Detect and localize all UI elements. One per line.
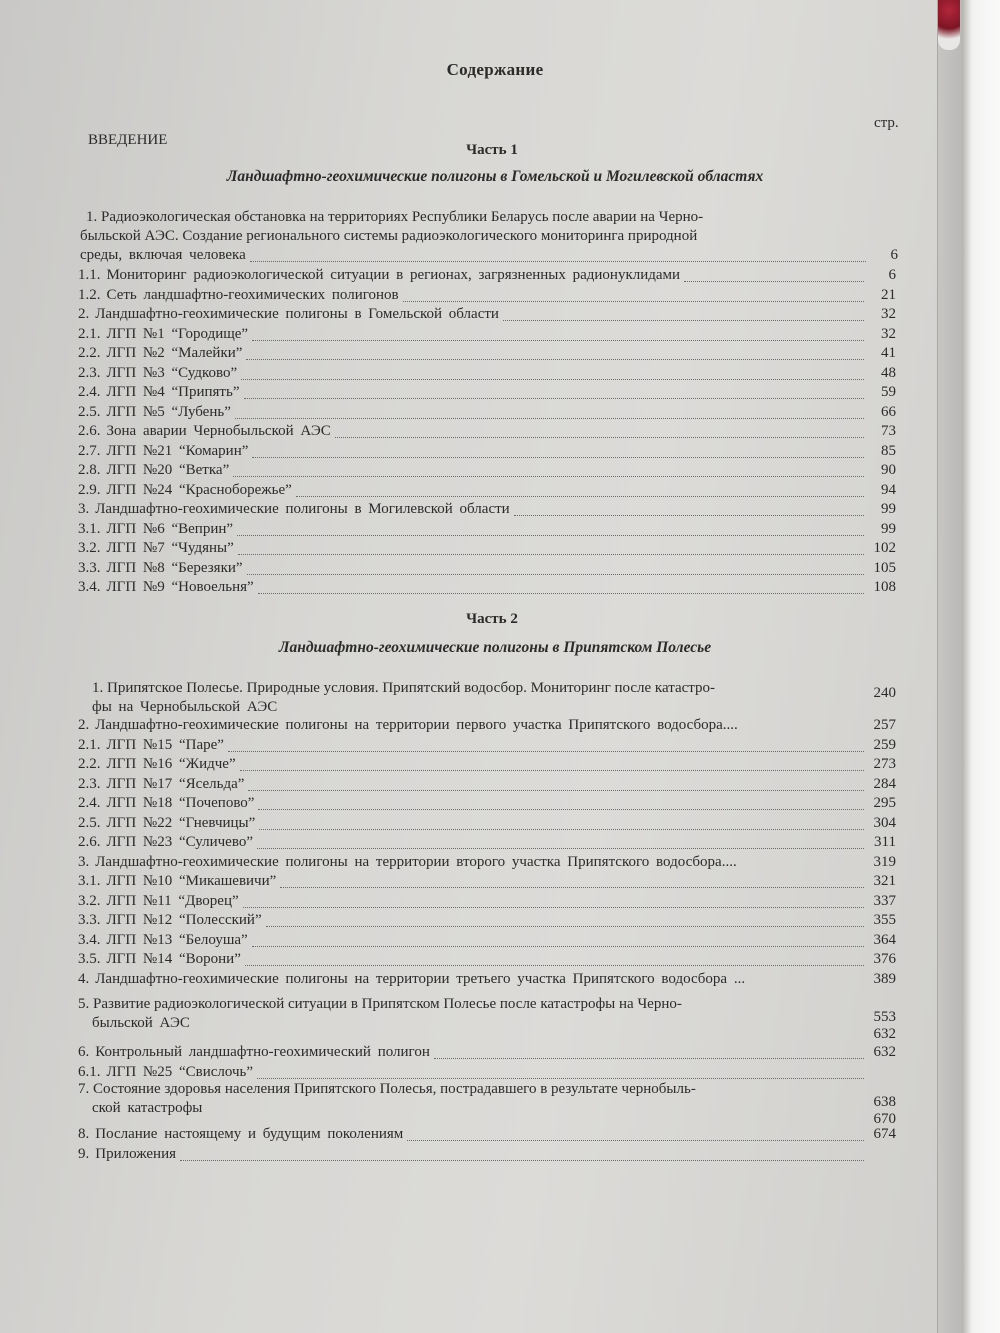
toc-text: ЛГП №22 “Гневчицы”	[106, 814, 256, 831]
leader-dots	[281, 702, 864, 714]
part2-toc-entry5	[78, 995, 896, 1049]
leader-dots	[252, 445, 864, 458]
toc-text: Ландшафтно-геохимические полигоны на территории второго участка Припятского водосбора....	[95, 853, 737, 870]
toc-text: ЛГП №6 “Веприн”	[106, 520, 234, 537]
leader-dots	[258, 797, 864, 810]
toc-page: 66	[881, 403, 896, 420]
toc-entry	[78, 679, 896, 717]
toc-number: 2.2.	[78, 345, 101, 361]
toc-text: ЛГП №3 “Судково”	[106, 364, 238, 381]
toc-number: 3.1.	[78, 873, 101, 889]
toc-entry	[78, 422, 896, 442]
leader-dots	[240, 758, 864, 771]
toc-page: 674	[873, 1126, 896, 1142]
toc-entry	[78, 344, 896, 364]
toc-entry	[78, 286, 896, 306]
toc-number: 3.	[78, 853, 90, 870]
leader-dots	[228, 739, 864, 752]
toc-entry	[78, 520, 896, 540]
toc-entry	[78, 911, 896, 931]
toc-page: 364	[873, 931, 896, 948]
toc-text: ЛГП №11 “Дворец”	[106, 892, 239, 909]
toc-page: 257	[873, 717, 896, 733]
toc-number: 9.	[78, 1145, 90, 1162]
toc-entry	[78, 931, 896, 951]
leader-dots	[250, 249, 866, 262]
part1-subtitle: Ландшафтно-геохимические полигоны в Гомельской и Могилевской областях	[226, 168, 764, 185]
part1-toc-intro	[80, 208, 898, 265]
toc-page: 284	[873, 775, 896, 792]
toc-page-group	[868, 1094, 896, 1128]
toc-number: 3.2.	[78, 892, 101, 909]
leader-dots	[245, 953, 864, 966]
leader-dots	[684, 269, 864, 282]
toc-page: 59	[881, 384, 896, 400]
toc-page: 632	[873, 1026, 896, 1042]
toc-page: 632	[873, 1044, 896, 1060]
toc-number: 3.3.	[78, 559, 101, 576]
toc-number: 2.7.	[78, 442, 101, 459]
leader-dots	[248, 778, 864, 791]
leader-dots	[296, 484, 864, 497]
toc-entry	[78, 1125, 896, 1145]
toc-text: 1. Припятское Полесье. Природные условия. Припятский водосбор. Мониторинг после катастро-	[92, 680, 716, 696]
toc-entry	[78, 325, 896, 345]
toc-number: 3.3.	[78, 912, 101, 928]
toc-text: ЛГП №10 “Микашевичи”	[106, 873, 277, 889]
toc-page: 321	[873, 873, 896, 889]
toc-text: ЛГП №5 “Лубень”	[106, 403, 231, 420]
toc-page: 273	[873, 756, 896, 772]
toc-page: 389	[873, 970, 896, 987]
leader-dots	[258, 581, 864, 594]
toc-text: ЛГП №21 “Комарин”	[106, 442, 249, 459]
leader-dots	[206, 1111, 864, 1123]
part2-subtitle: Ландшафтно-геохимические полигоны в Припятском Полесье	[278, 639, 712, 656]
toc-text: ЛГП №14 “Ворони”	[106, 951, 241, 967]
toc-text: ЛГП №15 “Паре”	[106, 736, 224, 753]
toc-page: 73	[881, 423, 896, 439]
toc-entry	[78, 539, 896, 559]
toc-number: 3.1.	[78, 520, 101, 537]
toc-number: 3.4.	[78, 931, 101, 948]
toc-number: 3.	[78, 501, 90, 517]
leader-dots	[244, 386, 865, 399]
toc-text: Ландшафтно-геохимические полигоны в Гомельской области	[95, 306, 499, 322]
toc-number: 2.8.	[78, 462, 101, 478]
toc-entry	[78, 970, 896, 990]
toc-text: ЛГП №18 “Почепово”	[106, 795, 255, 811]
toc-page: 319	[873, 853, 896, 870]
page-column-label: стр.	[874, 115, 899, 131]
toc-text: 1. Радиоэкологическая обстановка на территориях Республики Беларусь после аварии на Черно-	[86, 209, 704, 225]
leader-dots	[246, 347, 864, 360]
leader-dots	[252, 934, 864, 947]
toc-text: ЛГП №16 “Жидче”	[106, 756, 236, 772]
toc-page: 90	[881, 462, 896, 478]
toc-entry	[78, 794, 896, 814]
toc-entry	[78, 950, 896, 970]
part1-heading: Часть 1	[466, 142, 518, 158]
leader-dots	[257, 1066, 864, 1079]
toc-page: 638	[873, 1094, 896, 1110]
page-edge	[937, 0, 1000, 1333]
toc-text: Ландшафтно-геохимические полигоны на территории первого участка Припятского водосбора....	[95, 717, 738, 733]
toc-entry	[78, 892, 896, 912]
toc-number: 3.2.	[78, 540, 101, 556]
toc-entry	[78, 403, 896, 423]
toc-entry	[78, 853, 896, 873]
leader-dots	[238, 542, 864, 555]
toc-text: ЛГП №8 “Березяки”	[106, 559, 243, 576]
leader-dots	[237, 523, 864, 536]
toc-entry	[78, 1145, 896, 1165]
leader-dots	[259, 817, 864, 830]
leader-dots	[403, 289, 864, 302]
toc-entry	[78, 481, 896, 501]
part2-toc-intro	[78, 679, 896, 717]
toc-page: 102	[873, 540, 896, 556]
toc-text: Ландшафтно-геохимические полигоны на территории третьего участка Припятского водосбора ...	[95, 970, 746, 987]
toc-text: Зона аварии Чернобыльской АЭС	[106, 423, 331, 439]
toc-entry	[78, 364, 896, 384]
leader-dots	[266, 914, 864, 927]
toc-number: 2.1.	[78, 325, 101, 342]
toc-number: 2.6.	[78, 423, 101, 439]
toc-page: 85	[881, 442, 896, 459]
toc-entry	[78, 995, 896, 1049]
toc-page: 259	[873, 736, 896, 753]
toc-text: 5. Развитие радиоэкологической ситуации в Припятском Полесье после катастрофы на Черно-	[78, 996, 682, 1012]
toc-number: 8.	[78, 1126, 90, 1142]
toc-number: 2.3.	[78, 364, 101, 381]
toc-text: быльской АЭС	[92, 1015, 190, 1031]
leader-dots	[257, 836, 864, 849]
toc-entry	[78, 833, 896, 853]
toc-text: 7. Состояние здоровья населения Припятского Полесья, пострадавшего в результате чернобыль-	[78, 1081, 696, 1097]
toc-entry	[78, 559, 896, 579]
toc-page: 355	[873, 912, 896, 928]
toc-number: 2.9.	[78, 481, 101, 498]
toc-page: 99	[881, 520, 896, 537]
part2-toc-b	[78, 1043, 896, 1082]
toc-number: 2.	[78, 717, 90, 733]
leader-dots	[180, 1148, 864, 1161]
toc-text: Ландшафтно-геохимические полигоны в Могилевской области	[95, 501, 510, 517]
toc-page: 99	[881, 501, 896, 517]
toc-text: ЛГП №4 “Припять”	[106, 384, 240, 400]
toc-number: 3.5.	[78, 951, 101, 967]
leader-dots	[749, 973, 864, 985]
toc-entry	[78, 814, 896, 834]
page-title: Содержание	[446, 60, 544, 79]
leader-dots	[252, 328, 864, 341]
toc-entry	[78, 736, 896, 756]
toc-text: ЛГП №1 “Городище”	[106, 325, 249, 342]
toc-number: 2.4.	[78, 384, 101, 400]
toc-text: Мониторинг радиоэкологической ситуации в регионах, загрязненных радионуклидами	[106, 267, 681, 283]
toc-number: 6.	[78, 1044, 90, 1060]
part2-toc-a	[78, 716, 896, 989]
leader-dots	[741, 856, 864, 868]
toc-page: 48	[881, 364, 896, 381]
leader-dots	[742, 720, 864, 732]
toc-number: 2.1.	[78, 736, 101, 753]
leader-dots	[335, 425, 864, 438]
leader-dots	[434, 1046, 864, 1059]
toc-page: 108	[873, 579, 896, 595]
toc-page: 240	[873, 685, 896, 701]
toc-number: 6.1.	[78, 1063, 101, 1080]
toc-page: 32	[881, 325, 896, 342]
leader-dots	[503, 308, 864, 321]
leader-dots	[233, 464, 864, 477]
toc-entry	[78, 755, 896, 775]
toc-text: фы на Чернобыльской АЭС	[92, 699, 278, 715]
toc-text: ЛГП №12 “Полесский”	[106, 912, 262, 928]
toc-page: 304	[873, 814, 896, 831]
toc-entry	[78, 775, 896, 795]
leader-dots	[247, 562, 864, 575]
toc-entry	[78, 461, 896, 481]
toc-text: среды, включая человека	[80, 247, 246, 263]
toc-entry	[78, 442, 896, 462]
toc-page: 670	[873, 1111, 896, 1127]
part2-heading: Часть 2	[466, 611, 518, 627]
toc-entry	[78, 716, 896, 736]
toc-page: 337	[873, 892, 896, 909]
toc-page: 6	[888, 267, 896, 283]
corner-sticker	[938, 0, 960, 50]
toc-number: 2.5.	[78, 403, 101, 420]
toc-text: ской катастрофы	[92, 1100, 203, 1116]
toc-page: 311	[874, 834, 896, 850]
toc-text: ЛГП №13 “Белоуша”	[106, 931, 248, 948]
leader-dots	[514, 503, 864, 516]
toc-page: 295	[873, 795, 896, 811]
toc-number: 3.4.	[78, 579, 101, 595]
toc-number: 2.4.	[78, 795, 101, 811]
toc-number: 2.	[78, 306, 90, 322]
toc-entry	[78, 500, 896, 520]
toc-page: 94	[881, 481, 896, 498]
toc-entry	[78, 305, 896, 325]
toc-text: ЛГП №25 “Свислочь”	[106, 1063, 254, 1080]
toc-entry	[78, 1043, 896, 1063]
toc-text: ЛГП №17 “Ясельда”	[106, 775, 245, 792]
intro-heading: ВВЕДЕНИЕ	[88, 132, 168, 148]
toc-text: ЛГП №7 “Чудяны”	[106, 540, 234, 556]
toc-text: ЛГП №20 “Ветка”	[106, 462, 230, 478]
toc-text: Сеть ландшафтно-геохимических полигонов	[106, 286, 399, 303]
toc-page: 41	[881, 345, 896, 361]
part1-toc	[78, 266, 896, 598]
toc-number: 2.6.	[78, 834, 101, 850]
toc-text: Послание настоящему и будущим поколениям	[95, 1126, 404, 1142]
toc-text: ЛГП №9 “Новоельня”	[106, 579, 254, 595]
toc-number: 2.2.	[78, 756, 101, 772]
toc-entry	[78, 383, 896, 403]
leader-dots	[241, 367, 864, 380]
leader-dots	[407, 1128, 864, 1141]
toc-entry	[78, 578, 896, 598]
leader-dots	[235, 406, 864, 419]
toc-text: Приложения	[95, 1145, 176, 1162]
toc-text: Контрольный ландшафтно-геохимический полигон	[95, 1044, 430, 1060]
toc-text: ЛГП №24 “Красноборежье”	[106, 481, 292, 498]
toc-number: 2.3.	[78, 775, 101, 792]
toc-entry	[80, 208, 898, 265]
part2-toc-c	[78, 1125, 896, 1164]
toc-page: 105	[873, 559, 896, 576]
toc-page-group	[868, 1009, 896, 1043]
toc-number: 1.1.	[78, 267, 101, 283]
toc-page: 553	[873, 1009, 896, 1025]
leader-dots	[194, 1026, 864, 1038]
toc-number: 1.2.	[78, 286, 101, 303]
toc-page: 21	[881, 286, 896, 303]
toc-entry	[78, 872, 896, 892]
toc-entry	[78, 266, 896, 286]
toc-number: 2.5.	[78, 814, 101, 831]
toc-number: 4.	[78, 970, 90, 987]
toc-page: 32	[881, 306, 896, 322]
leader-dots	[280, 875, 864, 888]
toc-text: ЛГП №23 “Суличево”	[106, 834, 253, 850]
toc-page: 6	[890, 247, 898, 263]
toc-page: 376	[873, 951, 896, 967]
leader-dots	[243, 895, 864, 908]
toc-text: ЛГП №2 “Малейки”	[106, 345, 243, 361]
toc-text: быльской АЭС. Создание регионального системы радиоэкологического мониторинга природной	[80, 228, 698, 244]
